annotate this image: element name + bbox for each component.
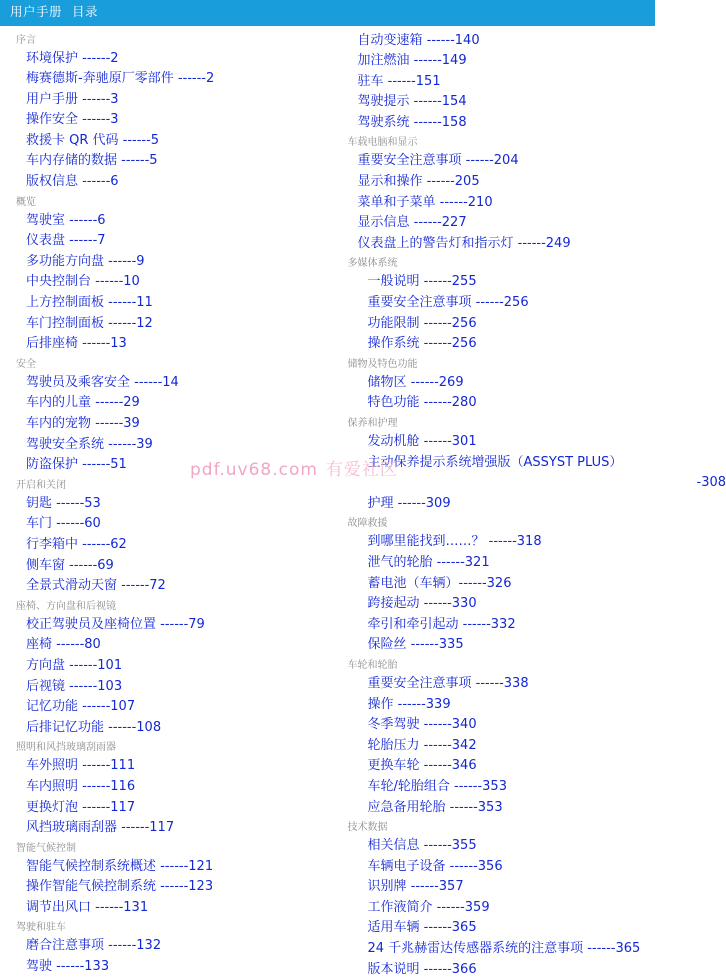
toc-entry[interactable]: 操作 ------339 — [368, 695, 650, 716]
toc-entry[interactable]: 轮胎压力 ------342 — [368, 736, 650, 757]
toc-entry[interactable]: 驾驶提示 ------154 — [358, 92, 650, 113]
toc-entry[interactable]: 版权信息 ------6 — [26, 172, 322, 193]
toc-entry[interactable]: 上方控制面板 ------11 — [26, 293, 322, 314]
toc-entry[interactable]: 驾驶室 ------6 — [26, 211, 322, 232]
toc-entry[interactable]: 牵引和牵引起动 ------332 — [368, 615, 650, 636]
toc-entry[interactable]: 梅赛德斯-奔驰原厂零部件 ------2 — [26, 69, 322, 90]
toc-entry[interactable]: 环境保护 ------2 — [26, 49, 322, 70]
toc-entry[interactable]: 操作智能气候控制系统 ------123 — [26, 877, 322, 898]
toc-entry[interactable]: 后视镜 ------103 — [26, 677, 322, 698]
toc-section-title: 车轮和轮胎 — [348, 659, 650, 673]
toc-section-title: 开启和关闭 — [16, 479, 322, 493]
toc-entry[interactable]: 车门 ------60 — [26, 514, 322, 535]
toc-section-title: 座椅、方向盘和后视镜 — [16, 600, 322, 614]
toc-entry[interactable]: 重要安全注意事项 ------338 — [368, 674, 650, 695]
toc-section-title: 技术数据 — [348, 821, 650, 835]
toc-entry[interactable]: 应急备用轮胎 ------353 — [368, 798, 650, 819]
toc-entry[interactable]: 防盗保护 ------51 — [26, 455, 322, 476]
toc-section-title: 车载电脑和显示 — [348, 136, 650, 150]
toc-section-title: 智能气候控制 — [16, 842, 322, 856]
toc-column-left — [0, 31, 328, 980]
toc-entry[interactable]: 车辆电子设备 ------356 — [368, 857, 650, 878]
page-header — [0, 0, 655, 26]
toc-entry[interactable]: 车轮/轮胎组合 ------353 — [368, 777, 650, 798]
toc-entry[interactable]: 校正驾驶员及座椅位置 ------79 — [26, 615, 322, 636]
toc-entry[interactable]: 蓄电池（车辆）------326 — [368, 574, 650, 595]
toc-entry[interactable]: 方向盘 ------101 — [26, 656, 322, 677]
toc-entry[interactable]: 车内照明 ------116 — [26, 777, 322, 798]
toc-entry[interactable]: 护理 ------309 — [368, 494, 650, 515]
watermark-url: pdf.uv68.com — [190, 460, 318, 480]
toc-entry[interactable]: 驾驶安全系统 ------39 — [26, 435, 322, 456]
toc-section-title: 驾驶和驻车 — [16, 921, 322, 935]
toc-entry[interactable]: 车外照明 ------111 — [26, 756, 322, 777]
toc-entry[interactable]: 驾驶系统 ------158 — [358, 113, 650, 134]
toc-entry[interactable]: 驾驶员及乘客安全 ------14 — [26, 373, 322, 394]
watermark-cn: 有爱社区 — [326, 460, 398, 480]
toc-entry[interactable]: 行李箱中 ------62 — [26, 535, 322, 556]
toc-section-title: 多媒体系统 — [348, 257, 650, 271]
toc-entry[interactable]: 风挡玻璃雨刮器 ------117 — [26, 818, 322, 839]
toc-entry[interactable]: 识别牌 ------357 — [368, 877, 650, 898]
toc-entry[interactable]: 显示和操作 ------205 — [358, 172, 650, 193]
toc-entry[interactable]: 全景式滑动天窗 ------72 — [26, 576, 322, 597]
toc-entry[interactable]: 功能限制 ------256 — [368, 314, 650, 335]
toc-entry[interactable]: 24 千兆赫雷达传感器系统的注意事项 ------365 — [368, 939, 650, 960]
toc-entry[interactable]: 车内的宠物 ------39 — [26, 414, 322, 435]
toc-entry[interactable]: 记忆功能 ------107 — [26, 697, 322, 718]
toc-entry[interactable]: 智能气候控制系统概述 ------121 — [26, 857, 322, 878]
toc-entry[interactable]: 后排记忆功能 ------108 — [26, 718, 322, 739]
toc-section-title: 照明和风挡玻璃刮雨器 — [16, 741, 322, 755]
toc-section-title: 序言 — [16, 34, 322, 48]
toc-entry[interactable]: 泄气的轮胎 ------321 — [368, 553, 650, 574]
toc-entry[interactable]: 发动机舱 ------301 — [368, 432, 650, 453]
toc-entry[interactable]: 一般说明 ------255 — [368, 272, 650, 293]
toc-entry[interactable]: 后排座椅 ------13 — [26, 334, 322, 355]
toc-section-title: 安全 — [16, 358, 322, 372]
toc-entry[interactable]: 驻车 ------151 — [358, 72, 650, 93]
toc-columns — [0, 26, 655, 980]
toc-entry[interactable]: 驾驶 ------133 — [26, 957, 322, 978]
toc-entry[interactable]: 操作安全 ------3 — [26, 110, 322, 131]
toc-entry[interactable]: 跨接起动 ------330 — [368, 594, 650, 615]
toc-entry[interactable]: 重要安全注意事项 ------204 — [358, 151, 650, 172]
toc-entry[interactable]: 储物区 ------269 — [368, 373, 650, 394]
header-subtitle: 目录 — [72, 4, 98, 19]
toc-entry[interactable]: 仪表盘上的警告灯和指示灯 ------249 — [358, 234, 650, 255]
toc-entry[interactable]: 仪表盘 ------7 — [26, 231, 322, 252]
toc-entry[interactable]: 重要安全注意事项 ------256 — [368, 293, 650, 314]
toc-entry[interactable]: 磨合注意事项 ------132 — [26, 936, 322, 957]
toc-entry[interactable]: 座椅 ------80 — [26, 635, 322, 656]
toc-entry[interactable]: 保险丝 ------335 — [368, 635, 650, 656]
header-title: 用户手册 — [10, 4, 62, 19]
toc-entry[interactable]: 更换灯泡 ------117 — [26, 798, 322, 819]
toc-entry[interactable]: 车内存储的数据 ------5 — [26, 151, 322, 172]
toc-column-right: 自动变速箱 ------140 加注燃油 ------149 驻车 ------151 驾驶提示 ------154 驾驶系统 ------158 车载电脑和显示 重要安全注意事项 ------204 显示和操作 ------205 菜单和子菜单 ------210 显示信息 ------227 仪表盘上的警告灯和指示灯 ------249 多媒体系统 一般说明 ------255 重要安全注意事项 ------256 功能限制 ------256 操作系统 ------256 储物及特色功能 储物区 ------269 特色功能 ------280 保养和护理 发动机舱 ------301 主动保养提示系统增强版（ASSYST PLUS） -308 护理 ------309 故障救援 到哪里能找到……？ ------318 泄气的轮胎 ------321 蓄电池（车辆）------326 跨接起动 ------330 牵引和牵引起动 ------332 保险丝 ------335 车轮和轮胎 重要安全注意事项 ------338 操作 ------339 冬季驾驶 ------340 轮胎压力 ------342 更换车轮 ------346 车轮/轮胎组合 ------353 应急备用轮胎 ------353 技术数据 相关信息 ------355 车辆电子设备 ------356 识别牌 ------357 工作液简介 ------359 适用车辆 ------365 24 千兆赫雷达传感器系统的注意事项 ------365 版本说明 ------366 — [328, 31, 656, 980]
toc-section-title: 故障救援 — [348, 517, 650, 531]
toc-entry[interactable]: 用户手册 ------3 — [26, 90, 322, 111]
toc-entry[interactable]: 侧车窗 ------69 — [26, 556, 322, 577]
toc-entry[interactable]: 版本说明 ------366 — [368, 960, 650, 980]
toc-entry[interactable]: 多功能方向盘 ------9 — [26, 252, 322, 273]
toc-entry[interactable]: 救援卡 QR 代码 ------5 — [26, 131, 322, 152]
toc-entry[interactable]: 自动变速箱 ------140 — [358, 31, 650, 52]
toc-entry[interactable]: 工作液简介 ------359 — [368, 898, 650, 919]
toc-entry[interactable]: 适用车辆 ------365 — [368, 918, 650, 939]
toc-section-title: 储物及特色功能 — [348, 358, 650, 372]
toc-entry[interactable]: 菜单和子菜单 ------210 — [358, 193, 650, 214]
toc-entry[interactable]: 调节出风口 ------131 — [26, 898, 322, 919]
toc-entry[interactable]: 车内的儿童 ------29 — [26, 393, 322, 414]
toc-entry[interactable]: 冬季驾驶 ------340 — [368, 715, 650, 736]
toc-entry[interactable]: 更换车轮 ------346 — [368, 756, 650, 777]
toc-entry[interactable]: 操作系统 ------256 — [368, 334, 650, 355]
toc-entry[interactable]: 车门控制面板 ------12 — [26, 314, 322, 335]
toc-entry[interactable]: 到哪里能找到……？ ------318 — [368, 532, 650, 553]
toc-entry[interactable]: 钥匙 ------53 — [26, 494, 322, 515]
toc-entry[interactable]: 中央控制台 ------10 — [26, 272, 322, 293]
toc-entry[interactable]: 显示信息 ------227 — [358, 213, 650, 234]
toc-section-title: 保养和护理 — [348, 417, 650, 431]
toc-entry[interactable]: 相关信息 ------355 — [368, 836, 650, 857]
toc-entry[interactable]: 加注燃油 ------149 — [358, 51, 650, 72]
toc-section-title: 概览 — [16, 196, 322, 210]
toc-entry[interactable]: 主动保养提示系统增强版（ASSYST PLUS） — [368, 453, 650, 474]
toc-entry[interactable]: 特色功能 ------280 — [368, 393, 650, 414]
